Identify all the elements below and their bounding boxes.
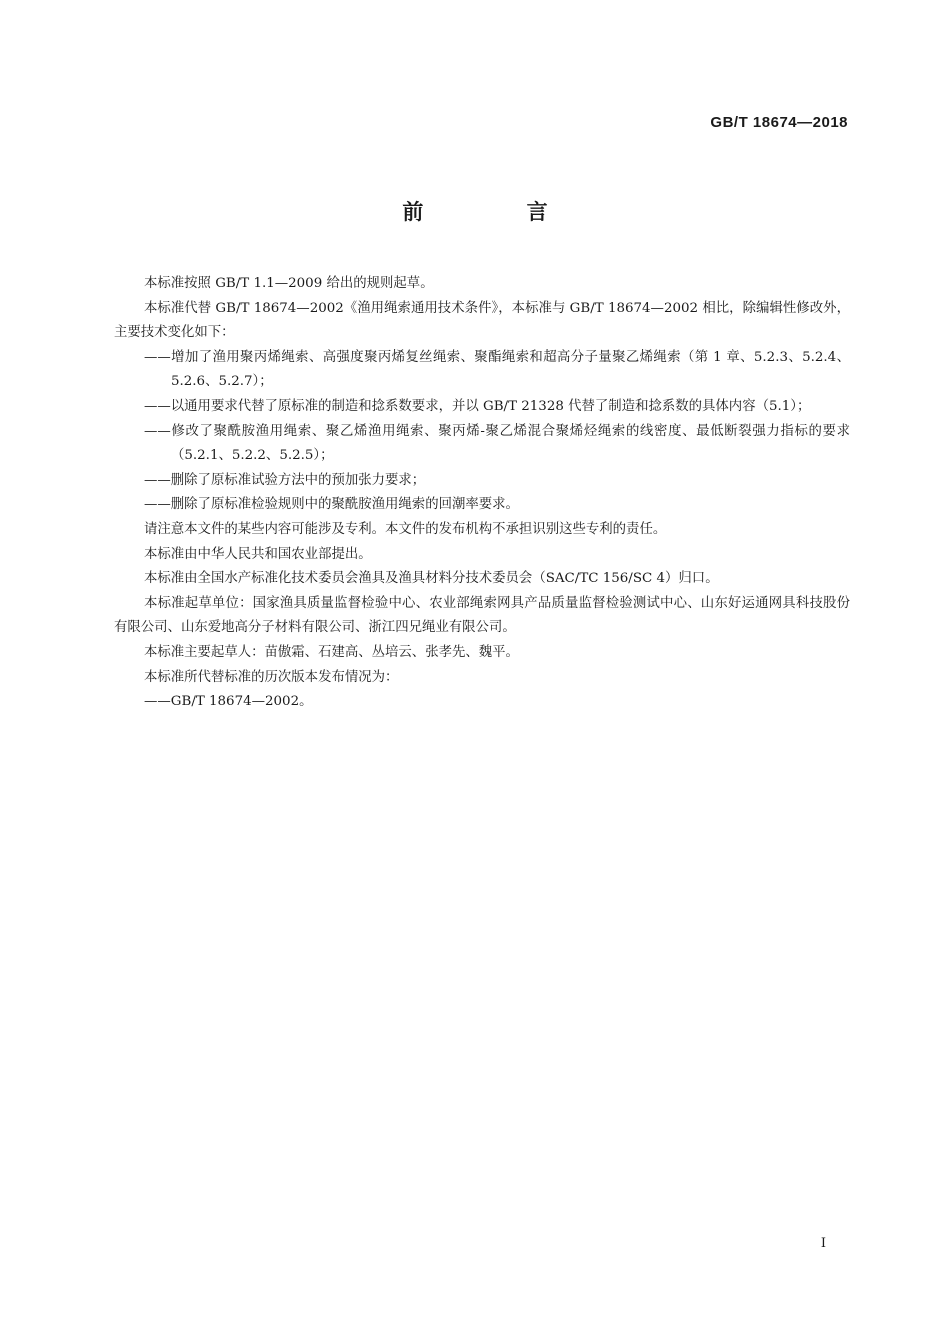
- foreword-body: [114, 272, 850, 715]
- change-item: ——增加了渔用聚丙烯绳索、高强度聚丙烯复丝绳索、聚酯绳索和超高分子量聚乙烯绳索（第 1 章、5.2.3、5.2.4、5.2.6、5.2.7）；: [144, 349, 850, 390]
- paragraph-proposer: 本标准由中华人民共和国农业部提出。: [144, 546, 372, 562]
- change-item: ——删除了原标准试验方法中的预加张力要求；: [144, 472, 426, 488]
- change-item: ——删除了原标准检验规则中的聚酰胺渔用绳索的回潮率要求。: [144, 497, 519, 513]
- page-number: I: [820, 1236, 826, 1251]
- paragraph-drafters: 本标准主要起草人：苗傲霜、石建高、丛培云、张孝先、魏平。: [144, 644, 519, 660]
- paragraph-drafting-units: 本标准起草单位：国家渔具质量监督检验中心、农业部绳索网具产品质量监督检验测试中心、山东好运通网具科技股份有限公司、山东爱地高分子材料有限公司、浙江四兄绳业有限公司。: [114, 595, 850, 636]
- paragraph-patent-notice: 请注意本文件的某些内容可能涉及专利。本文件的发布机构不承担识别这些专利的责任。: [144, 521, 667, 537]
- paragraph-replacement: 本标准代替 GB/T 18674—2002《渔用绳索通用技术条件》，本标准与 GB/T 18674—2002 相比，除编辑性修改外，主要技术变化如下：: [114, 300, 850, 341]
- change-item: ——以通用要求代替了原标准的制造和捻系数要求，并以 GB/T 21328 代替了制造和捻系数的具体内容（5.1）；: [144, 398, 811, 414]
- page-title: 前 言: [402, 200, 596, 224]
- paragraph-drafting-rules: 本标准按照 GB/T 1.1—2009 给出的规则起草。: [144, 276, 434, 291]
- paragraph-technical-committee: 本标准由全国水产标准化技术委员会渔具及渔具材料分技术委员会（SAC/TC 156/SC 4）归口。: [144, 571, 719, 587]
- document-code: GB/T 18674—2018: [710, 114, 848, 131]
- history-item: ——GB/T 18674—2002。: [144, 694, 313, 710]
- paragraph-history-intro: 本标准所代替标准的历次版本发布情况为：: [144, 669, 399, 685]
- change-item: ——修改了聚酰胺渔用绳索、聚乙烯渔用绳索、聚丙烯-聚乙烯混合聚烯烃绳索的线密度、最低断裂强力指标的要求（5.2.1、5.2.2、5.2.5）；: [144, 423, 850, 464]
